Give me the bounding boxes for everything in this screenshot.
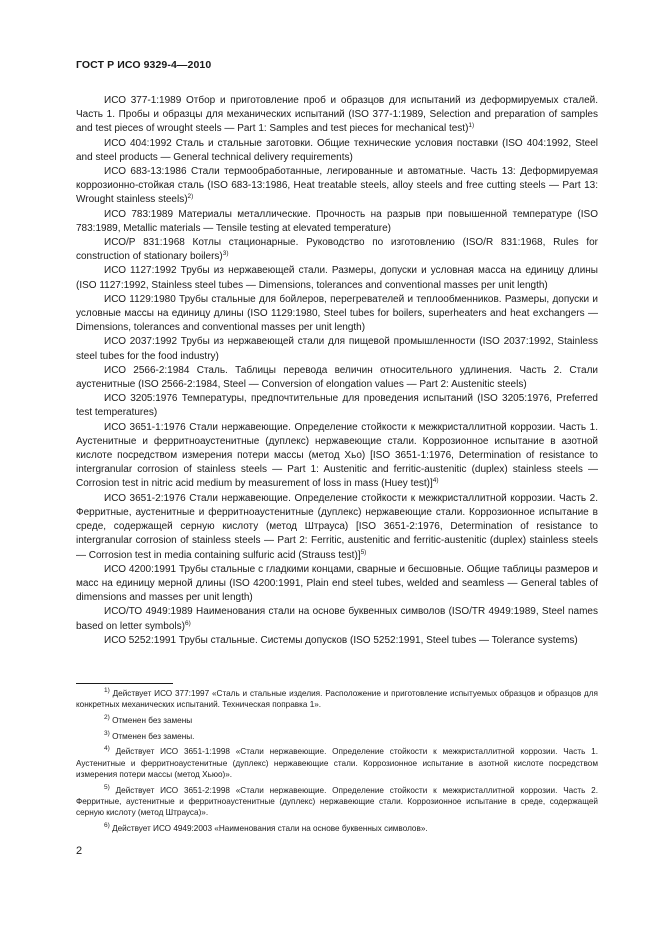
reference-text: ИСО 683-13:1986 Стали термообработанные, легированные и автоматные. Часть 13: Деформируемая коррозионно-стойкая сталь (ISO 683-13:1986, Heat treatable steels, alloy steels and free cutting steels — Part 13: Wrought stainless steels) (76, 166, 598, 206)
footnotes (76, 688, 598, 839)
footnote-text: Действует ИСО 3651-1:1998 «Стали нержавеющие. Определение стойкости к межкристаллитной коррозии. Часть 1. Аустенитные и ферритноаустенитные (дуплекс) нержавеющие стали. Коррозионное испытание в азотной кислоте посредством измерения потери массы (метод Хьюо)». (76, 747, 598, 779)
footnote (76, 823, 598, 834)
footnote-mark: 6) (104, 822, 110, 829)
reference-text: ИСО 5252:1991 Трубы стальные. Системы допусков (ISO 5252:1991, Steel tubes — Tolerance systems) (104, 634, 578, 646)
normative-references (76, 94, 598, 648)
footnote-ref: 3) (222, 250, 229, 258)
reference-text: ИСО 4200:1991 Трубы стальные с гладкими концами, сварные и бесшовные. Общие таблицы размеров и масс на единицу мерной длины (ISO 4200:1991, Plain end steel tubes, welded and seamless — General tables of dimensions and masses per unit length) (76, 563, 598, 604)
footnote-ref: 1) (468, 122, 475, 130)
footnote (76, 731, 598, 742)
reference-text: ИСО/ТО 4949:1989 Наименования стали на основе буквенных символов (ISO/TR 4949:1989, Steel names based on letter symbols) (76, 606, 598, 632)
reference-text: ИСО 783:1989 Материалы металлические. Прочность на разрыв при повышенной температуре (ISO 783:1989, Metallic materials — Tensile testing at elevated temperature) (76, 208, 598, 234)
reference-text: ИСО 404:1992 Сталь и стальные заготовки. Общие технические условия поставки (ISO 404:1992, Steel and steel products — General technical delivery requirements) (76, 137, 598, 163)
reference-text: ИСО/Р 831:1968 Котлы стационарные. Руководство по изготовлению (ISO/R 831:1968, Rules for construction of stationary boilers) (76, 237, 598, 263)
footnote-mark: 5) (104, 783, 110, 791)
footnote-ref: 6) (184, 619, 191, 627)
reference-text: ИСО 3205:1976 Температуры, предпочтительные для проведения испытаний (ISO 3205:1976, Preferred test temperatures) (76, 393, 598, 419)
page-header: ГОСТ Р ИСО 9329-4—2010 (76, 59, 212, 71)
footnote-mark: 4) (104, 745, 110, 753)
footnote (76, 785, 598, 819)
reference-entry (76, 165, 598, 208)
footnote-text: Действует ИСО 3651-2:1998 «Стали нержавеющие. Определение стойкости к межкристаллитной коррозии. Часть 2. Ферритные, аустенитные и ферритноаустенитные (дуплекс) нержавеющие стали. Коррозионное испытание в среде, содержащей серную кислоту (метод Штрауса)». (76, 785, 598, 818)
reference-entry (76, 492, 598, 563)
reference-text: ИСО 1129:1980 Трубы стальные для бойлеров, перегревателей и теплообменников. Размеры, допуски и условные массы на единицу длины (ISO 1129:1980, Steel tubes for boilers, superheaters and heat exchangers — Dimensions, tolerances and conventional masses per unit length) (76, 293, 598, 334)
reference-text: ИСО 3651-2:1976 Стали нержавеющие. Определение стойкости к межкристаллитной коррозии. Часть 2. Ферритные, аустенитные и ферритноаустенитные (дуплекс) нержавеющие стали. Коррозионное испытание в среде, содержащей серную кислоту (метод Штрауса) [ISO 3651-2:1976, Determination of resistance to intergranular corrosion of stainless steels — Part 2: Ferritic, austenitic and ferritic-austenitic (duplex) stainless steels — Corrosion test in media containing sulfuric acid (Strauss test)] (76, 492, 598, 561)
reference-entry (76, 634, 598, 648)
reference-entry (76, 421, 598, 492)
reference-entry (76, 208, 598, 236)
footnote-ref: 4) (432, 477, 439, 485)
footnote-ref: 5) (360, 548, 367, 556)
footnote-divider (76, 683, 173, 684)
footnote (76, 688, 598, 711)
reference-entry (76, 335, 598, 363)
footnote-ref: 2) (187, 193, 194, 201)
reference-entry (76, 605, 598, 633)
reference-text: ИСО 1127:1992 Трубы из нержавеющей стали. Размеры, допуски и условная масса на единицу длины (ISO 1127:1992, Stainless steel tubes — Dimensions, tolerances and conventional masses per unit length) (76, 265, 598, 291)
reference-text: ИСО 3651-1:1976 Стали нержавеющие. Определение стойкости к межкристаллитной коррозии. Часть 1. Аустенитные и ферритноаустенитные (дуплекс) нержавеющие стали. Коррозионное испытание в азотной кислоте посредством измерения потери массы (метод Хьо) [ISO 3651-1:1976, Determination of resistance to intergranular corrosion of stainless steels — Part 1: Austenitic and ferritic-austenitic (duplex) stainless steels — Corrosion test in nitric acid medium by measurement of loss in mass (Huey test)] (76, 421, 598, 490)
reference-entry (76, 392, 598, 420)
reference-entry (76, 94, 598, 137)
footnote (76, 715, 598, 726)
reference-entry (76, 293, 598, 336)
footnote-mark: 2) (104, 714, 110, 721)
reference-entry (76, 137, 598, 165)
footnote-text: Действует ИСО 377:1997 «Сталь и стальные изделия. Расположение и приготовление испытуемых образцов и образцов для конкретных механических испытаний. Техническая поправка 1». (76, 689, 598, 710)
footnote-mark: 3) (104, 729, 110, 737)
footnote (76, 746, 598, 780)
reference-text: ИСО 2566-2:1984 Сталь. Таблицы перевода величин относительного удлинения. Часть 2. Стали аустенитные (ISO 2566-2:1984, Steel — Conversion of elongation values — Part 2: Austenitic steels) (76, 364, 598, 391)
reference-text: ИСО 377-1:1989 Отбор и приготовление проб и образцов для испытаний из деформируемых сталей. Часть 1. Пробы и образцы для механических испытаний (ISO 377-1:1989, Selection and preparation of samples and test pieces of wrought steels — Part 1: Samples and test pieces for mechanical test) (76, 95, 598, 135)
page-number: 2 (76, 845, 83, 857)
footnote-mark: 1) (104, 687, 110, 694)
footnote-text: Отменен без замены (112, 716, 193, 725)
reference-entry (76, 364, 598, 392)
reference-entry (76, 236, 598, 264)
reference-entry (76, 563, 598, 606)
footnote-text: Действует ИСО 4949:2003 «Наименования стали на основе буквенных символов». (112, 824, 428, 833)
footnote-text: Отменен без замены. (112, 731, 195, 741)
reference-entry (76, 264, 598, 292)
reference-text: ИСО 2037:1992 Трубы из нержавеющей стали для пищевой промышленности (ISO 2037:1992, Stainless steel tubes for the food industry) (76, 336, 598, 362)
